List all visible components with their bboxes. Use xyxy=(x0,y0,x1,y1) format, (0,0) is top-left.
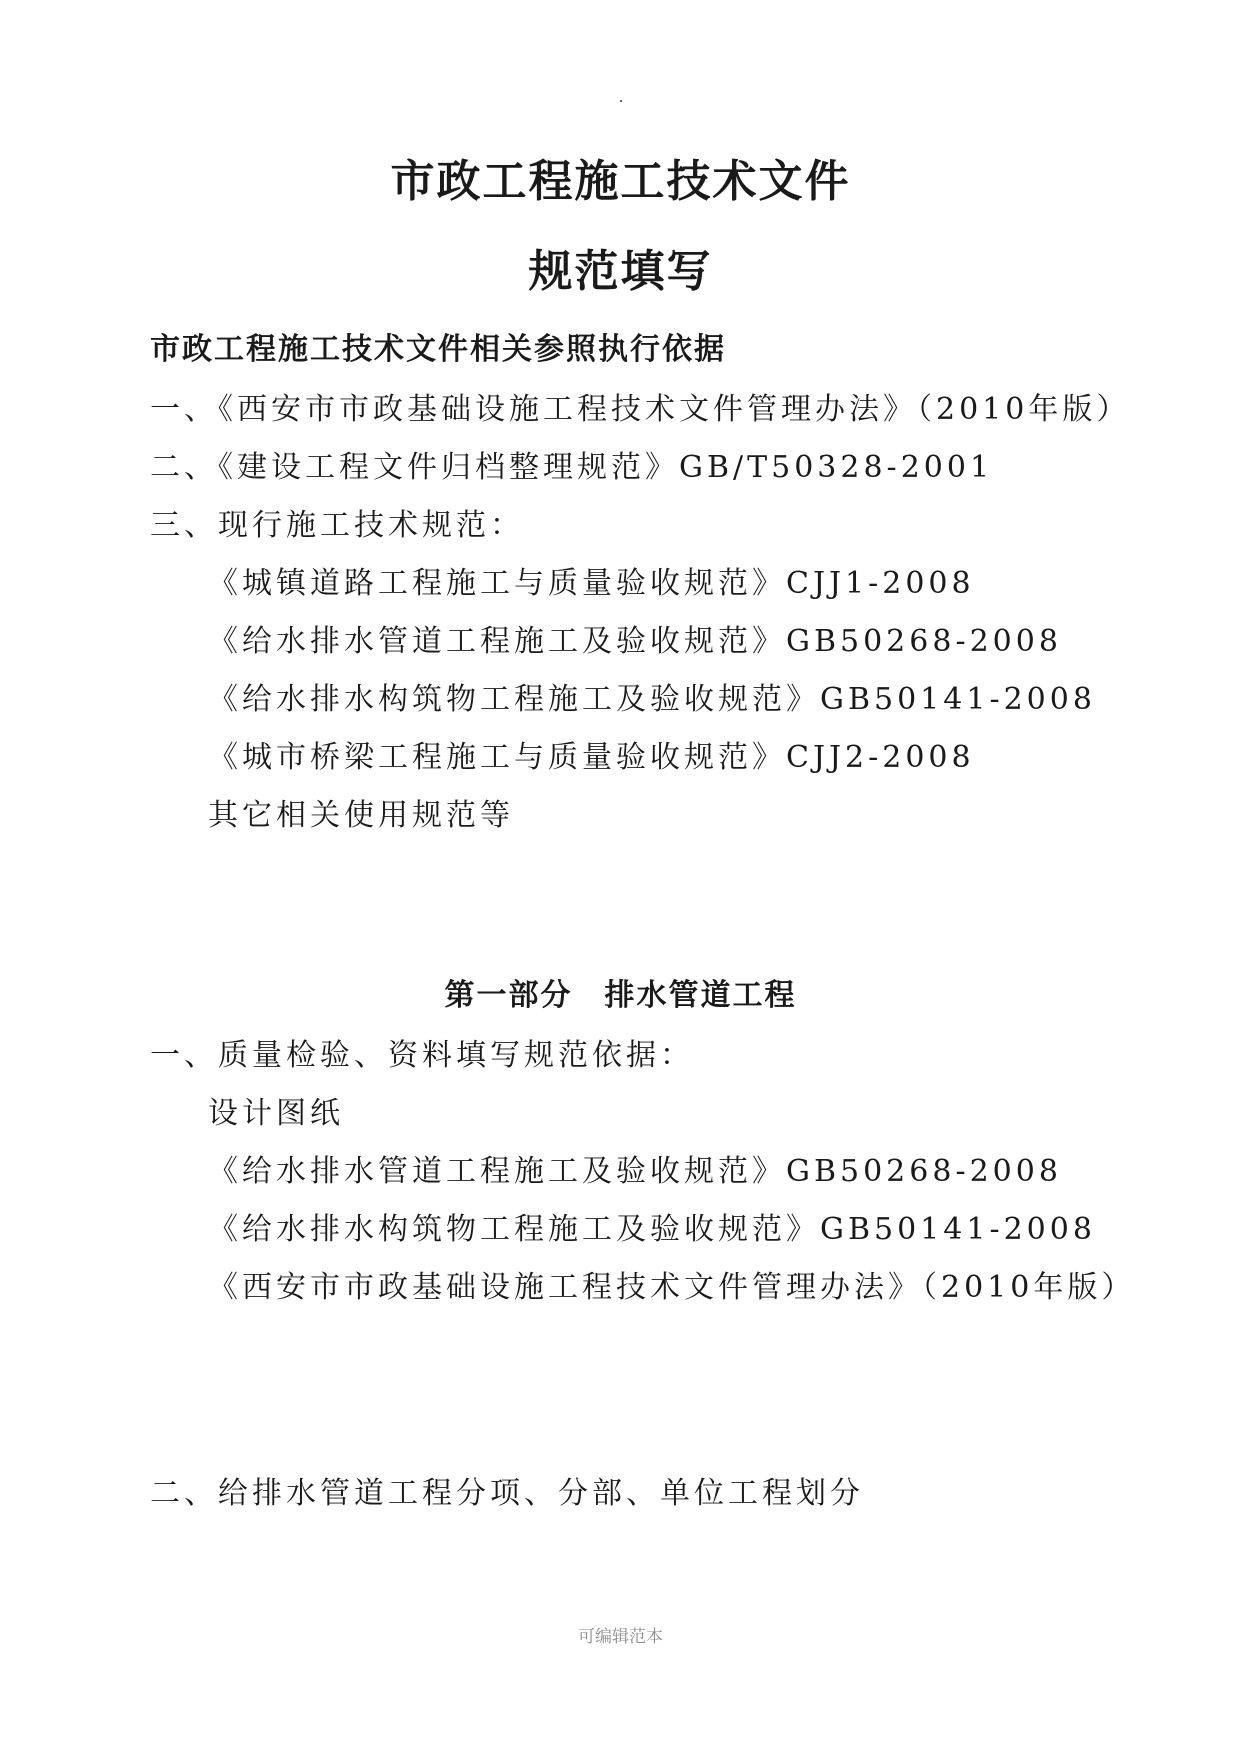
part1-item-1: 一、质量检验、资料填写规范依据： xyxy=(150,1038,694,1073)
standard-item-3: 《给水排水构筑物工程施工及验收规范》GB50141-2008 xyxy=(208,682,1096,717)
part1-doc-3: 《给水排水构筑物工程施工及验收规范》GB50141-2008 xyxy=(208,1212,1096,1247)
standard-item-2: 《给水排水管道工程施工及验收规范》GB50268-2008 xyxy=(208,624,1062,659)
part1-doc-2: 《给水排水管道工程施工及验收规范》GB50268-2008 xyxy=(208,1154,1062,1189)
page-dot xyxy=(620,100,622,102)
standard-item-4: 《城市桥梁工程施工与质量验收规范》CJJ2-2008 xyxy=(208,740,975,775)
document-subtitle: 规范填写 xyxy=(528,246,713,297)
basis-heading: 市政工程施工技术文件相关参照执行依据 xyxy=(150,332,726,367)
part1-doc-4: 《西安市市政基础设施工程技术文件管理办法》（2010年版） xyxy=(208,1270,1136,1305)
part1-title: 第一部分 排水管道工程 xyxy=(444,978,797,1013)
basis-item-1: 一、《西安市市政基础设施工程技术文件管理办法》（2010年版） xyxy=(150,392,1131,427)
part1-doc-1: 设计图纸 xyxy=(208,1096,344,1131)
standard-item-5: 其它相关使用规范等 xyxy=(208,798,514,833)
basis-item-2: 二、《建设工程文件归档整理规范》GB/T50328-2001 xyxy=(150,450,994,485)
basis-item-3: 三、现行施工技术规范： xyxy=(150,508,524,543)
part1-item-2: 二、给排水管道工程分项、分部、单位工程划分 xyxy=(150,1476,864,1511)
page-footer: 可编辑范本 xyxy=(578,1627,663,1647)
standard-item-1: 《城镇道路工程施工与质量验收规范》CJJ1-2008 xyxy=(208,566,975,601)
document-title: 市政工程施工技术文件 xyxy=(390,156,851,207)
